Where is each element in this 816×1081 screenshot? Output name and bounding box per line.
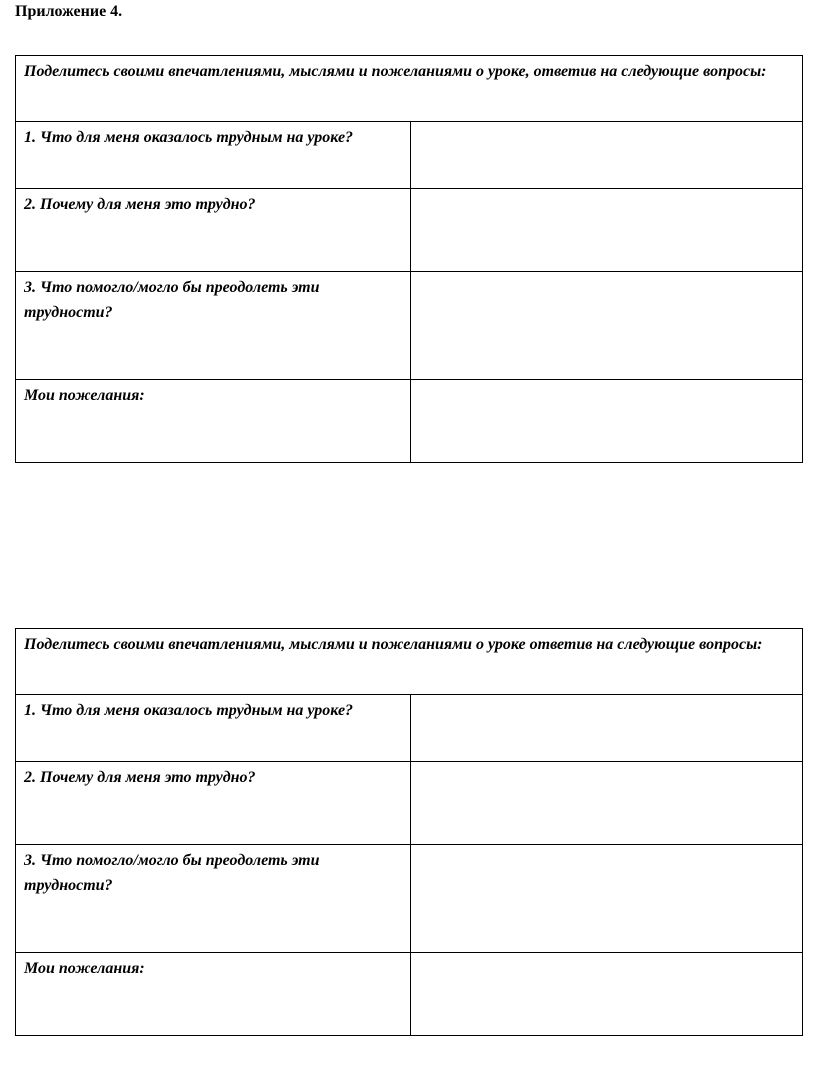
feedback-form-table bbox=[15, 628, 803, 1036]
table-header-row bbox=[16, 629, 803, 695]
answer-cell[interactable] bbox=[411, 189, 803, 272]
form-instruction: Поделитесь своими впечатлениями, мыслями и пожеланиями о уроке ответив на следующие вопросы: bbox=[16, 629, 803, 695]
answer-cell[interactable] bbox=[411, 953, 803, 1036]
answer-cell[interactable] bbox=[411, 695, 803, 762]
question-what-helped: 3. Что помогло/могло бы преодолеть эти трудности? bbox=[16, 845, 411, 953]
table-row bbox=[16, 762, 803, 845]
question-why-difficult: 2. Почему для меня это трудно? bbox=[16, 762, 411, 845]
question-difficult: 1. Что для меня оказалось трудным на уроке? bbox=[16, 695, 411, 762]
form-instruction: Поделитесь своими впечатлениями, мыслями и пожеланиями о уроке, ответив на следующие вопросы: bbox=[16, 56, 803, 122]
table-row bbox=[16, 122, 803, 189]
question-difficult: 1. Что для меня оказалось трудным на уроке? bbox=[16, 122, 411, 189]
table-row bbox=[16, 695, 803, 762]
table-header-row bbox=[16, 56, 803, 122]
table-row bbox=[16, 272, 803, 380]
feedback-form-table bbox=[15, 55, 803, 463]
table-row bbox=[16, 845, 803, 953]
answer-cell[interactable] bbox=[411, 122, 803, 189]
answer-cell[interactable] bbox=[411, 845, 803, 953]
answer-cell[interactable] bbox=[411, 762, 803, 845]
table-row bbox=[16, 189, 803, 272]
wishes-label: Мои пожелания: bbox=[16, 953, 411, 1036]
table-row bbox=[16, 380, 803, 463]
question-why-difficult: 2. Почему для меня это трудно? bbox=[16, 189, 411, 272]
appendix-title: Приложение 4. bbox=[15, 3, 123, 20]
answer-cell[interactable] bbox=[411, 380, 803, 463]
question-what-helped: 3. Что помогло/могло бы преодолеть эти трудности? bbox=[16, 272, 411, 380]
table-row bbox=[16, 953, 803, 1036]
wishes-label: Мои пожелания: bbox=[16, 380, 411, 463]
answer-cell[interactable] bbox=[411, 272, 803, 380]
